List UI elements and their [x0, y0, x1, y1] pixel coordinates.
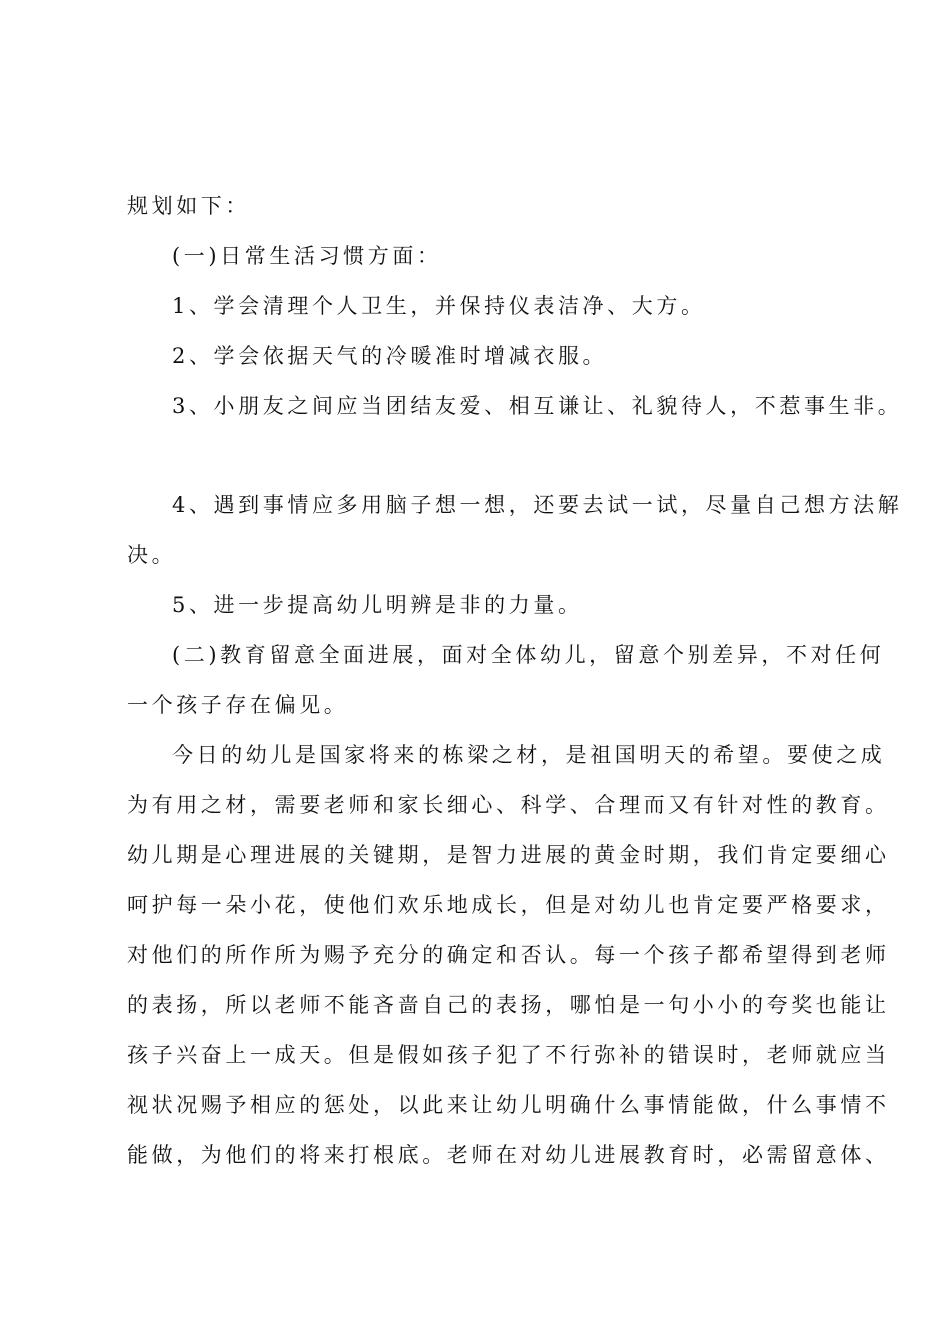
section-heading-daily-habits: (一)日常生活习惯方面：: [172, 244, 442, 268]
section-heading-education: (二)教育留意全面进展，面对全体幼儿，留意个别差异，不对任何: [172, 643, 885, 667]
paragraph-line: 能做，为他们的将来打根底。老师在对幼儿进展教育时，必需留意体、: [127, 1143, 890, 1167]
list-item: 2、学会依据天气的冷暖准时增减衣服。: [172, 344, 608, 368]
list-item-continuation: 决。: [127, 543, 177, 567]
list-item: 3、小朋友之间应当团结友爱、相互谦让、礼貌待人，不惹事生非。: [172, 394, 903, 418]
paragraph-line: 视状况赐予相应的惩处，以此来让幼儿明确什么事情能做，什么事情不: [127, 1093, 890, 1117]
paragraph-line: 呵护每一朵小花，使他们欢乐地成长，但是对幼儿也肯定要严格要求，: [127, 893, 890, 917]
paragraph-line: 对他们的所作所为赐予充分的确定和否认。每一个孩子都希望得到老师: [127, 943, 890, 967]
paragraph-line: 为有用之材，需要老师和家长细心、科学、合理而又有针对性的教育。: [127, 793, 890, 817]
list-item: 4、遇到事情应多用脑子想一想，还要去试一试，尽量自己想方法解: [172, 493, 903, 517]
paragraph-line: 的表扬，所以老师不能吝啬自己的表扬，哪怕是一句小小的夸奖也能让: [127, 993, 890, 1017]
paragraph-line: 幼儿期是心理进展的关键期，是智力进展的黄金时期，我们肯定要细心: [127, 843, 890, 867]
text-line: 规划如下：: [127, 194, 250, 218]
paragraph-line: 孩子兴奋上一成天。但是假如孩子犯了不行弥补的错误时，老师就应当: [127, 1043, 890, 1067]
paragraph-line: 今日的幼儿是国家将来的栋梁之材，是祖国明天的希望。要使之成: [172, 743, 886, 767]
list-item: 1、学会清理个人卫生，并保持仪表洁净、大方。: [172, 294, 706, 318]
list-item: 5、进一步提高幼儿明辨是非的力量。: [172, 593, 583, 617]
section-heading-continuation: 一个孩子存在偏见。: [127, 693, 349, 717]
